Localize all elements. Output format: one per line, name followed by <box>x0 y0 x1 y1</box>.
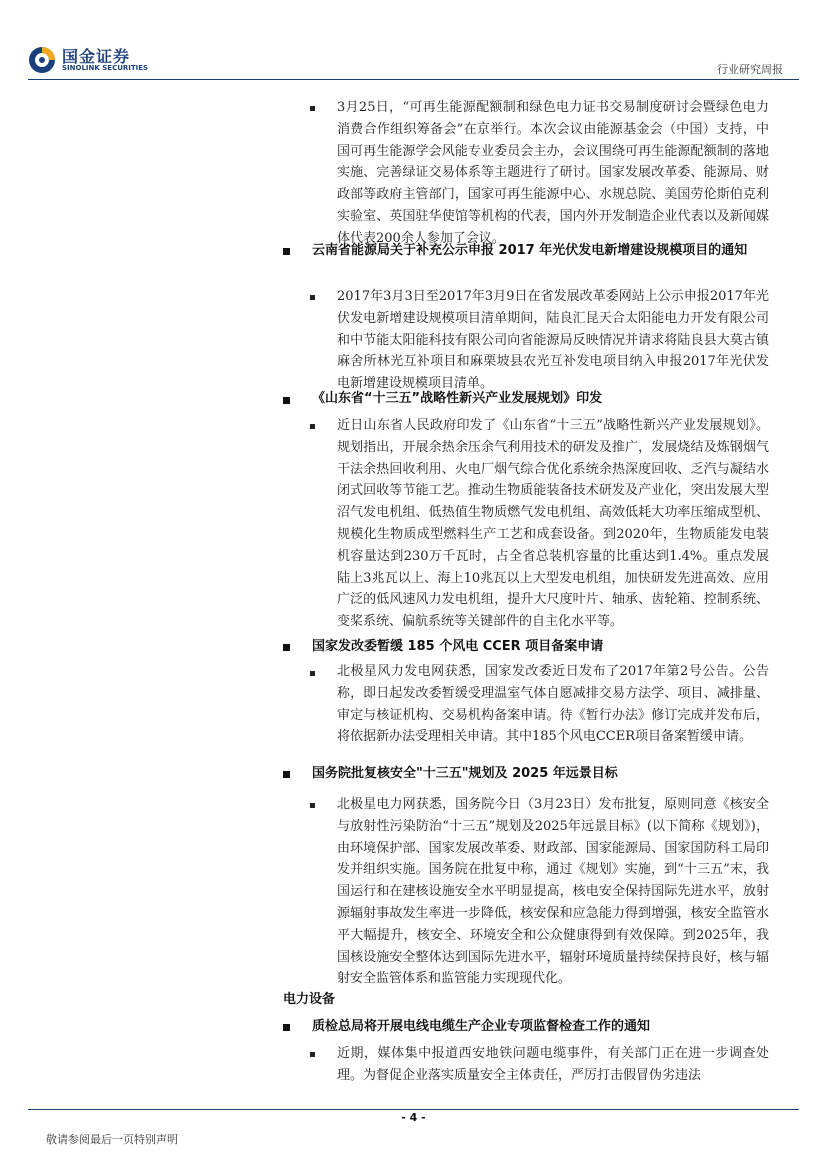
heading-bullet-icon <box>283 397 290 404</box>
section-heading-power-equipment: 电力设备 <box>283 992 336 1007</box>
page-number: - 4 - <box>401 1111 426 1124</box>
heading-ccer-suspension: 国家发改委暂缓 185 个风电 CCER 项目备案申请 <box>312 639 604 654</box>
bullet-square-icon <box>310 424 315 429</box>
heading-bullet-icon <box>283 1024 290 1031</box>
heading-yunnan-notice: 云南省能源局关于补充公示申报 2017 年光伏发电新增建设规模项目的通知 <box>312 243 748 258</box>
paragraph-nuclear: 北极星电力网获悉，国务院今日（3月23日）发布批复，原则同意《核安全与放射性污染防治“十三五”规划及2025年远景目标》(以下简称《规划》)，由环境保护部、国家发展改革委、财政部、国家能源局、国家国防科工局印发并组织实施。国务院在批复中称，通过《规划》实施，到“十三五”末，我国运行和在建核设施安全水平明显提高，核电安全保持国际先进水平，放射源辐射事故发生率进一步降低，核安保和应急能力得到增强，核安全监管水平大幅提升，核安全、环境安全和公众健康得到有效保障。到2025年，我国核设施安全整体达到国际先进水平，辐射环境质量持续保持良好，核与辐射安全监管体系和监管能力实现现代化。 <box>337 797 769 987</box>
page-header <box>0 0 827 80</box>
heading-nuclear-plan: 国务院批复核安全"十三五"规划及 2025 年远景目标 <box>312 766 618 781</box>
heading-bullet-icon <box>283 248 290 255</box>
bullet-square-icon <box>310 295 315 300</box>
heading-shandong-plan: 《山东省“十三五”战略性新兴产业发展规划》印发 <box>312 391 603 406</box>
paragraph-conference: 3月25日，“可再生能源配额制和绿色电力证书交易制度研讨会暨绿色电力消费合作组织筹备会”在京举行。本次会议由能源基金会（中国）支持，中国可再生能源学会风能专业委员会主办，会议围绕可再生能源配额制的落地实施、完善绿证交易体系等主题进行了研讨。国家发展改革委、能源局、财政部等政府主管部门，国家可再生能源中心、水规总院、美国劳伦斯伯克利实验室、英国驻华使馆等机构的代表，国内外开发制造企业代表以及新闻媒体代表200余人参加了会议。 <box>337 100 769 246</box>
paragraph-ccer: 北极星风力发电网获悉，国家发改委近日发布了2017年第2号公告。公告称，即日起发改委暂缓受理温室气体自愿减排交易方法学、项目、减排量、审定与核证机构、交易机构备案申请。待《暂行办法》修订完成并发布后，将依据新办法受理相关申请。其中185个风电CCER项目备案暂缓申请。 <box>337 664 769 745</box>
bullet-square-icon <box>310 1052 315 1057</box>
logo-chinese-name: 国金证券 <box>62 47 131 66</box>
paragraph-shandong: 近日山东省人民政府印发了《山东省“十三五”战略性新兴产业发展规划》。规划指出，开展余热余压余气利用技术的研发及推广，发展烧结及炼钢烟气干法余热回收利用、火电厂烟气综合优化系统余热深度回收、乏汽与凝结水闭式回收等节能工艺。推动生物质能装备技术研发及产业化，突出发展大型沼气发电机组、低热值生物质燃气发电机组、高效低耗大功率压缩成型机、规模化生物质成型燃料生产工艺和成套设备。到2020年，生物质能发电装机容量达到230万千瓦时，占全省总装机容量的比重达到1.4%。重点发展陆上3兆瓦以上、海上10兆瓦以上大型发电机组，加快研发先进高效、应用广泛的低风速风力发电机组，提升大尺度叶片、轴承、齿轮箱、控制系统、变桨系统、偏航系统等关键部件的自主化水平等。 <box>337 418 769 630</box>
bullet-square-icon <box>310 106 315 111</box>
bullet-square-icon <box>310 671 315 676</box>
paragraph-yunnan: 2017年3月3日至2017年3月9日在省发展改革委网站上公示申报2017年光伏发电新增建设规模项目清单期间，陆良汇昆天合太阳能电力开发有限公司和中节能太阳能科技有限公司向省能源局反映情况并请求将陆良县大莫古镇麻舍所林光互补项目和麻栗坡县农光互补发电项目纳入申报2017年光伏发电新增建设规模项目清单。 <box>337 289 769 392</box>
company-logo <box>28 44 153 76</box>
header-divider <box>28 79 799 80</box>
footer-divider <box>28 1109 799 1110</box>
bullet-square-icon <box>310 803 315 808</box>
logo-english-name: SINOLINK SECURITIES <box>62 64 149 72</box>
heading-bullet-icon <box>283 771 290 778</box>
sinolink-logo-icon <box>28 46 56 74</box>
heading-cable-inspection: 质检总局将开展电线电缆生产企业专项监督检查工作的通知 <box>312 1019 651 1034</box>
paragraph-cable: 近期，媒体集中报道西安地铁问题电缆事件，有关部门正在进一步调查处理。为督促企业落实质量安全主体责任，严厉打击假冒伪劣违法 <box>337 1046 769 1083</box>
heading-bullet-icon <box>283 644 290 651</box>
disclaimer-note: 敬请参阅最后一页特别声明 <box>46 1133 178 1146</box>
report-type-label: 行业研究周报 <box>717 63 783 76</box>
